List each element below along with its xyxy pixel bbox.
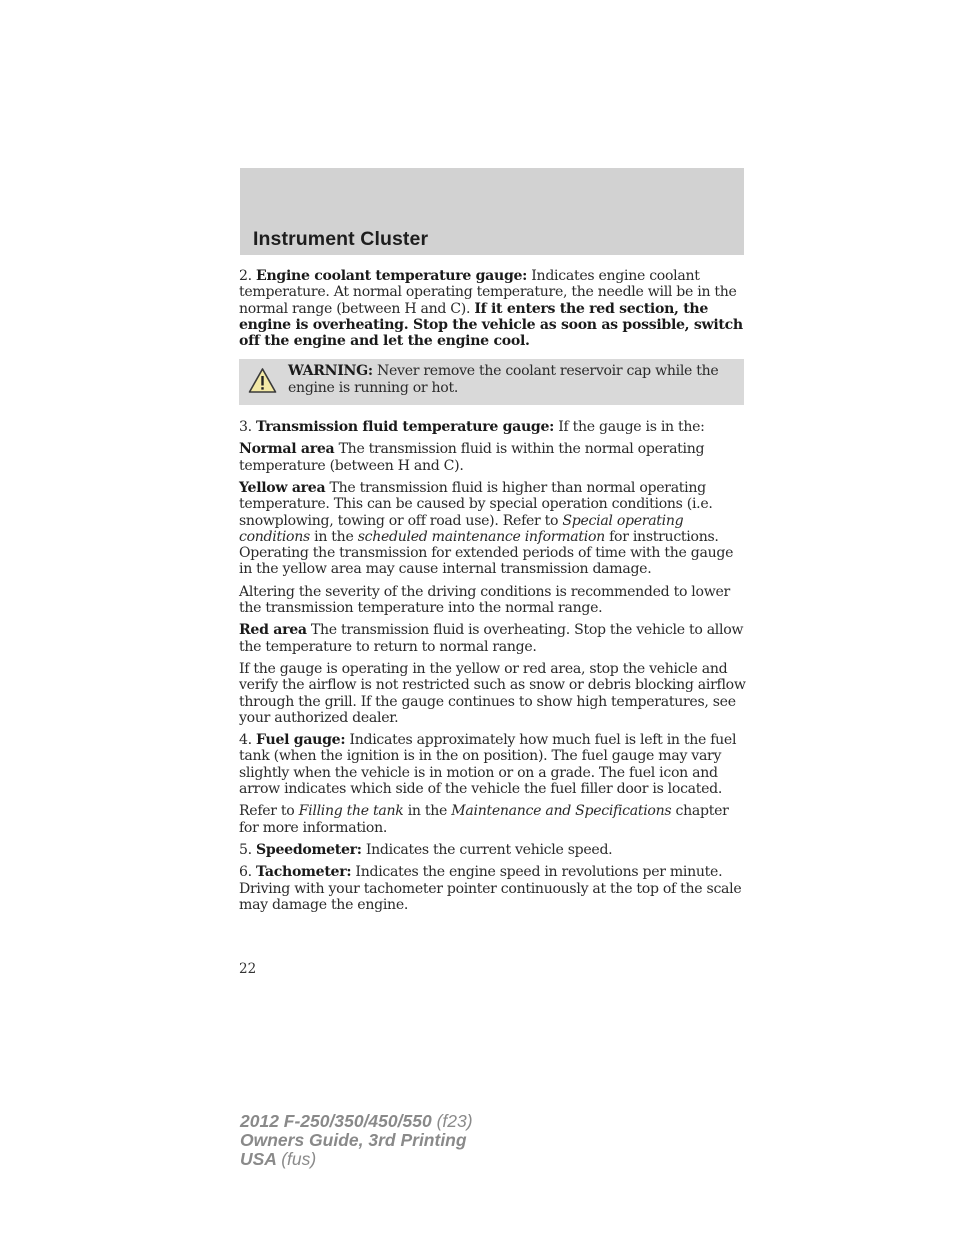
footer-model-code: (f23)	[436, 1111, 473, 1131]
item-label: Engine coolant temperature gauge:	[256, 268, 528, 284]
area-label: Normal area	[239, 441, 335, 458]
cross-reference: scheduled maintenance information	[357, 528, 605, 545]
item-number: 6.	[239, 864, 252, 881]
area-text: in the	[314, 528, 354, 545]
gauge-note-paragraph: If the gauge is operating in the yellow or red area, stop the vehicle and verify the airflow is not restricted such as snow or debris blocking airflow through the grill. If the gauge continues to show high temperatures, see your authorized dealer.	[239, 660, 746, 726]
section-header-band	[240, 168, 744, 255]
footer-line-model	[240, 1112, 473, 1131]
section-title: Instrument Cluster	[253, 228, 429, 250]
refer-text: Refer to	[239, 803, 295, 820]
item-number: 4.	[239, 732, 252, 749]
yellow-area-paragraph	[239, 480, 747, 578]
area-text: The transmission fluid is overheating. Stop the vehicle to allow the temperature to return to normal range.	[239, 622, 744, 655]
item-text: If the gauge is in the:	[558, 419, 705, 436]
footer-market-code: (fus)	[281, 1149, 317, 1169]
cross-reference: Special operating conditions	[239, 512, 684, 545]
item-bold-text: If it enters the red section, the engine is overheating. Stop the vehicle as soon as possible, switch off the engine and let the engine cool.	[239, 300, 743, 350]
item-engine-coolant	[239, 268, 747, 349]
item-text: Indicates the engine speed in revolutions per minute. Driving with your tachometer pointer continuously at the top of the scale may damage the engine.	[239, 864, 742, 913]
footer-line-guide: Owners Guide, 3rd Printing	[240, 1130, 467, 1150]
refer-paragraph	[239, 803, 747, 836]
item-transmission-gauge	[239, 419, 747, 435]
area-label: Red area	[239, 622, 307, 639]
refer-text: chapter for more information.	[239, 803, 729, 836]
item-fuel-gauge	[239, 732, 747, 797]
altering-paragraph: Altering the severity of the driving conditions is recommended to lower the transmission temperature into the normal range.	[239, 583, 730, 617]
item-label: Speedometer:	[256, 841, 362, 858]
warning-box	[239, 359, 744, 405]
item-speedometer	[239, 842, 747, 858]
warning-label: WARNING:	[288, 363, 373, 380]
item-tachometer	[239, 864, 747, 913]
item-text: Indicates approximately how much fuel is left in the fuel tank (when the ignition is in the on position). The fuel gauge may vary slightly when the vehicle is in motion or on a grade. The fuel icon and arrow indicates which side of the vehicle the fuel filler door is located.	[239, 732, 737, 798]
warning-text: Never remove the coolant reservoir cap while the engine is running or hot.	[288, 363, 719, 396]
item-number: 5.	[239, 841, 252, 858]
normal-area-paragraph	[239, 441, 747, 474]
document-footer	[240, 1112, 473, 1169]
item-text: Indicates engine coolant temperature. At normal operating temperature, the needle will be in the normal range (between H and C).	[239, 268, 737, 317]
footer-market: USA	[240, 1149, 277, 1169]
page-body	[239, 268, 747, 919]
item-label: Fuel gauge:	[256, 732, 346, 749]
area-text: for instructions. Operating the transmission for extended periods of time with the gauge in the yellow area may cause internal transmission damage.	[239, 528, 734, 578]
item-number: 3.	[239, 419, 252, 436]
footer-model: 2012 F-250/350/450/550	[240, 1111, 432, 1131]
area-text: The transmission fluid is higher than normal operating temperature. This can be caused by special operation conditions (i.e. snowplowing, towing or off road use). Refer to	[239, 479, 713, 529]
item-label: Tachometer:	[256, 864, 352, 881]
cross-reference: Filling the tank	[298, 803, 404, 820]
refer-text: in the	[407, 803, 448, 820]
cross-reference: Maintenance and Specifications	[451, 803, 672, 820]
red-area-paragraph	[239, 622, 747, 655]
warning-triangle-icon	[248, 367, 277, 394]
page-number: 22	[239, 961, 257, 977]
item-label: Transmission fluid temperature gauge:	[256, 419, 555, 436]
footer-line-market	[240, 1150, 473, 1169]
item-text: Indicates the current vehicle speed.	[365, 841, 613, 858]
area-text: The transmission fluid is within the normal operating temperature (between H and C).	[239, 441, 705, 474]
area-label: Yellow area	[239, 479, 326, 496]
item-number: 2.	[239, 268, 252, 284]
